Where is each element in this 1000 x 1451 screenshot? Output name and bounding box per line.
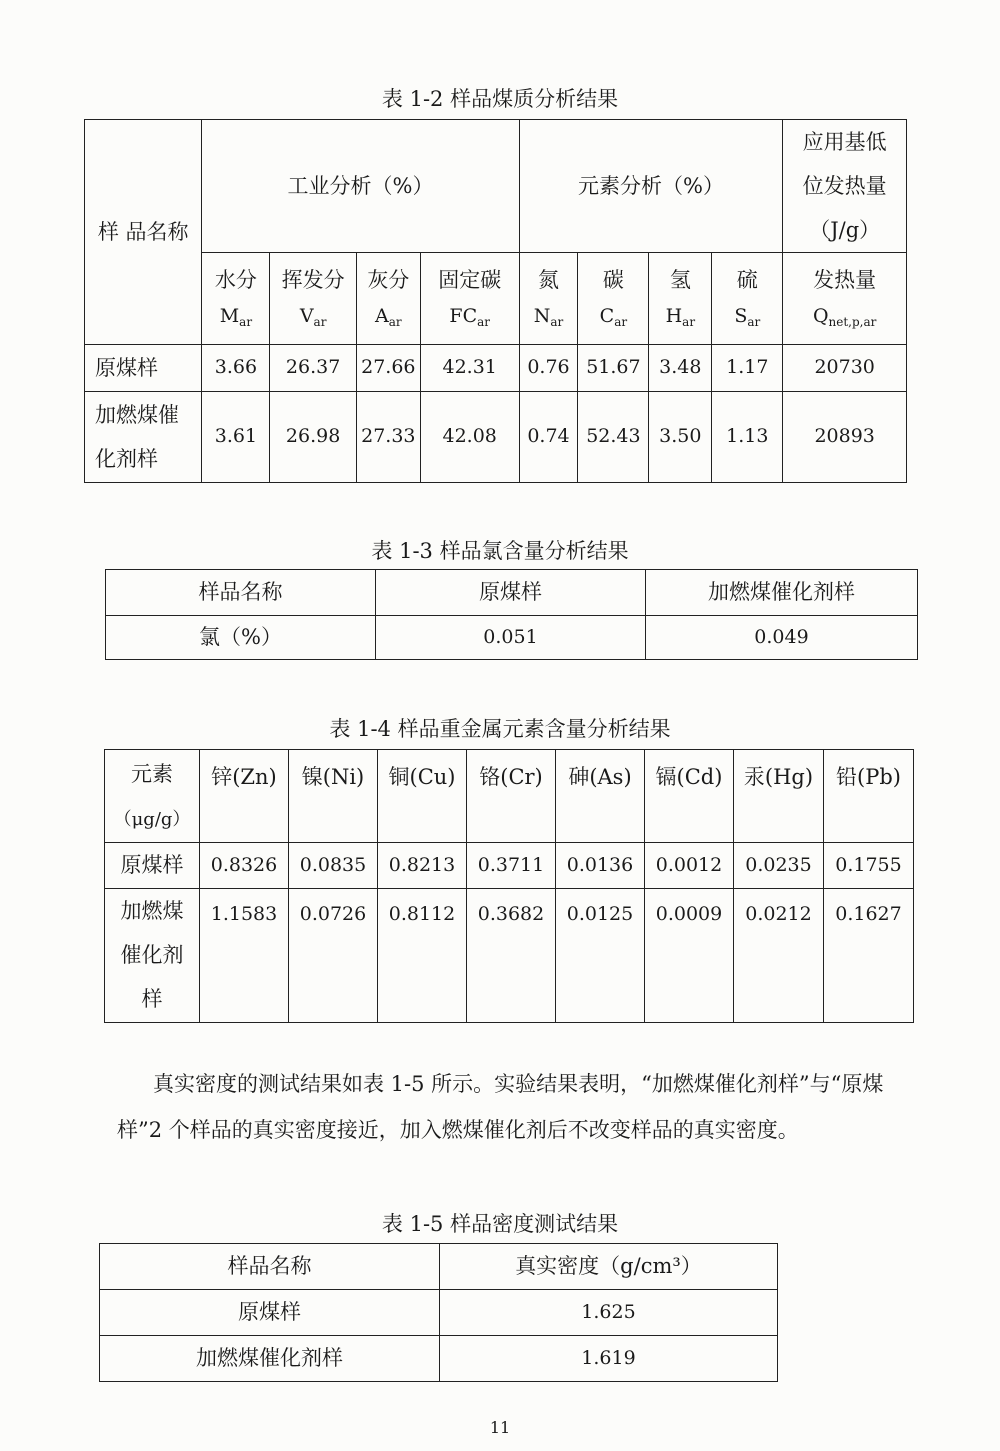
table-1-2 [84, 119, 907, 483]
cell: 0.3682 [467, 889, 556, 1023]
cell: 0.0726 [289, 889, 378, 1023]
cell: 0.0212 [734, 889, 824, 1023]
col-header: 挥发分 $V_{ar}$ [270, 253, 357, 345]
cell: 0.0012 [645, 843, 734, 889]
cell: 0.8112 [378, 889, 467, 1023]
cell: 0.0235 [734, 843, 824, 889]
table-row [85, 392, 907, 483]
col-header: 氮 $N_{ar}$ [519, 253, 578, 345]
cell: 0.0125 [556, 889, 645, 1023]
cell: 20893 [783, 392, 907, 483]
col-header: 灰分 $A_{ar}$ [356, 253, 420, 345]
cell: 0.8213 [378, 843, 467, 889]
row-label: 加燃煤催化剂样 [85, 392, 202, 483]
col-header: 铜(Cu) [378, 750, 467, 843]
col-header: 镍(Ni) [289, 750, 378, 843]
cell: 0.0009 [645, 889, 734, 1023]
row-label: 氯（%） [106, 616, 376, 660]
cell: 1.619 [440, 1336, 778, 1382]
cell: 0.3711 [467, 843, 556, 889]
cell: 26.98 [270, 392, 357, 483]
row-label: 原煤样 [100, 1290, 440, 1336]
col-header: 硫 $S_{ar}$ [712, 253, 783, 345]
table-1-5 [99, 1243, 778, 1382]
col-header: 碳 $C_{ar}$ [578, 253, 649, 345]
cell: 42.08 [420, 392, 519, 483]
table-1-2-caption: 表 1-2 样品煤质分析结果 [381, 87, 619, 111]
column-header-row [85, 253, 907, 345]
cell: 1.17 [712, 345, 783, 392]
sample-name-header: 样 品名称 [85, 120, 202, 345]
cell: 27.66 [356, 345, 420, 392]
table-1-3 [105, 569, 918, 660]
col-header: 氢 $H_{ar}$ [649, 253, 712, 345]
cell: 3.48 [649, 345, 712, 392]
table-1-5-caption: 表 1-5 样品密度测试结果 [381, 1212, 619, 1236]
table-row [100, 1336, 778, 1382]
col-header: 砷(As) [556, 750, 645, 843]
page-number: 11 [489, 1418, 511, 1437]
table-1-3-caption: 表 1-3 样品氯含量分析结果 [371, 539, 629, 563]
cell: 0.049 [646, 616, 918, 660]
table-row [105, 843, 914, 889]
industrial-analysis-header: 工业分析（%） [202, 120, 519, 253]
col-header: 发热量 $Q_{net,p,ar}$ [783, 253, 907, 345]
table-row [105, 889, 914, 1023]
cell: 52.43 [578, 392, 649, 483]
col-header: 样品名称 [100, 1244, 440, 1290]
cell: 0.74 [519, 392, 578, 483]
table-header-row [105, 750, 914, 843]
row-label: 原煤样 [85, 345, 202, 392]
cell: 20730 [783, 345, 907, 392]
cell: 27.33 [356, 392, 420, 483]
table-row [106, 616, 918, 660]
cell: 0.0136 [556, 843, 645, 889]
body-paragraph: 真实密度的测试结果如表 1-5 所示。实验结果表明，“加燃煤催化剂样”与“原煤样”2 个样品的真实密度接近，加入燃煤催化剂后不改变样品的真实密度。 [117, 1072, 884, 1142]
col-header: 铬(Cr) [467, 750, 556, 843]
cell: 3.50 [649, 392, 712, 483]
table-1-4-caption: 表 1-4 样品重金属元素含量分析结果 [329, 717, 671, 741]
table-row [85, 345, 907, 392]
cell: 0.1627 [824, 889, 914, 1023]
cell: 0.051 [376, 616, 646, 660]
cell: 1.625 [440, 1290, 778, 1336]
cell: 0.8326 [200, 843, 289, 889]
cell: 0.1755 [824, 843, 914, 889]
cell: 0.76 [519, 345, 578, 392]
table-1-4 [104, 749, 914, 1023]
col-header: 样品名称 [106, 570, 376, 616]
cell: 0.0835 [289, 843, 378, 889]
col-header: 真实密度（g/cm³） [440, 1244, 778, 1290]
table-row [100, 1290, 778, 1336]
col-header: 汞(Hg) [734, 750, 824, 843]
col-header: 水分 $M_{ar}$ [202, 253, 270, 345]
col-header: 加燃煤催化剂样 [646, 570, 918, 616]
col-header: 固定碳 $FC_{ar}$ [420, 253, 519, 345]
elemental-analysis-header: 元素分析（%） [519, 120, 783, 253]
cell: 1.1583 [200, 889, 289, 1023]
table-header-row [100, 1244, 778, 1290]
cell: 3.61 [202, 392, 270, 483]
col-header: 锌(Zn) [200, 750, 289, 843]
cell: 1.13 [712, 392, 783, 483]
cell: 42.31 [420, 345, 519, 392]
col-header: 镉(Cd) [645, 750, 734, 843]
table-header-row [106, 570, 918, 616]
col-header: 铅(Pb) [824, 750, 914, 843]
element-unit-header: 元素 （μg/g） [105, 750, 200, 843]
col-header: 原煤样 [376, 570, 646, 616]
row-label: 加燃煤催化剂样 [105, 889, 200, 1023]
row-label: 原煤样 [105, 843, 200, 889]
cell: 51.67 [578, 345, 649, 392]
cell: 3.66 [202, 345, 270, 392]
row-label: 加燃煤催化剂样 [100, 1336, 440, 1382]
calorific-value-header: 应用基低位发热量（J/g） [783, 120, 907, 253]
cell: 26.37 [270, 345, 357, 392]
